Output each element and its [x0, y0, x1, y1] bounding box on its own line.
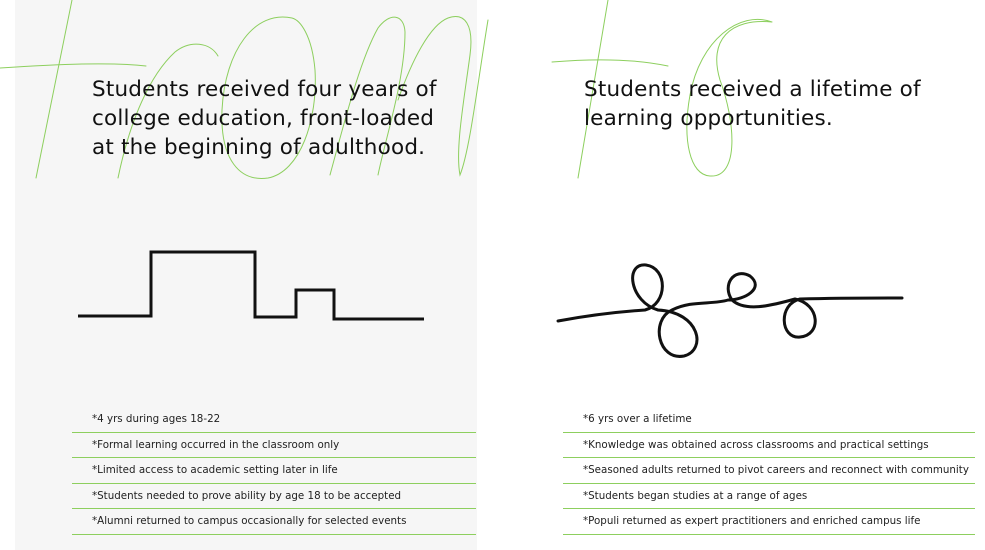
to-headline: Students received a lifetime of learning opportunities. [584, 77, 921, 131]
from-headline: Students received four years of college education, front-loaded at the beginning of adulthood. [92, 77, 437, 160]
list-item: *Knowledge was obtained across classrooms and practical settings [563, 433, 975, 459]
list-item: *4 yrs during ages 18-22 [72, 407, 476, 433]
list-item: *Formal learning occurred in the classroom only [72, 433, 476, 459]
list-item: *Students began studies at a range of ages [563, 484, 975, 510]
list-item: *Seasoned adults returned to pivot careers and reconnect with community [563, 458, 975, 484]
list-item: *Populi returned as expert practitioners and enriched campus life [563, 509, 975, 535]
to-facts-list [563, 407, 975, 535]
list-item: *6 yrs over a lifetime [563, 407, 975, 433]
looping-line-path [558, 265, 902, 356]
list-item: *Limited access to academic setting later in life [72, 458, 476, 484]
list-item: *Alumni returned to campus occasionally for selected events [72, 509, 476, 535]
list-item: *Students needed to prove ability by age 18 to be accepted [72, 484, 476, 510]
from-facts-list [72, 407, 476, 535]
